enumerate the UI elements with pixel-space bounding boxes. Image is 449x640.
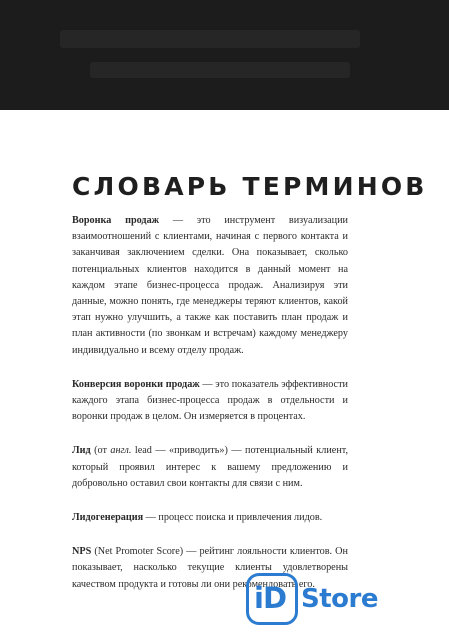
glossary-entry bbox=[72, 443, 348, 492]
page-title: СЛОВАРЬ ТЕРМИНОВ bbox=[72, 172, 428, 201]
entry-definition: — процесс поиска и привлечения лидов. bbox=[143, 512, 323, 524]
entry-term: Конверсия воронки продаж bbox=[72, 378, 200, 390]
entry-definition: (Net Promoter Score) — рейтинг лояльности клиентов. Он показывает, насколько текущие клиенты удовлетворены качеством продукта и готовы ли они рекомендовать его. bbox=[72, 546, 348, 590]
entry-term: Лид bbox=[72, 445, 91, 457]
glossary-entries bbox=[72, 213, 348, 611]
logo-id-text: iD bbox=[254, 581, 287, 615]
entry-term: NPS bbox=[72, 546, 92, 558]
glossary-entry bbox=[72, 213, 348, 359]
entry-abbreviation: англ. bbox=[110, 445, 132, 457]
entry-definition: — это инструмент визуализации взаимоотношений с клиентами, начиная с первого контакта и заканчивая заключением сделки. Она показывает, сколько потенциальных клиентов находится в данный момент на каждом этапе бизнес-процесса продаж. Анализируя эти данные, можно понять, где менеджеры теряют клиентов, какой этап нужно улучшить, а также как поставить план продаж и план активности (по звонкам и встречам) каждому менеджеру индивидуально и всему отделу продаж. bbox=[72, 215, 348, 356]
idstore-logo bbox=[246, 573, 376, 627]
glossary-entry bbox=[72, 377, 348, 426]
entry-definition: lead — «приводить») — потенциальный клиент, который проявил интерес к вашему предложению и добровольно оставил свои контакты для связи с ним. bbox=[72, 445, 349, 489]
glossary-entry bbox=[72, 510, 348, 526]
entry-prefix: (от bbox=[90, 445, 111, 457]
entry-term: Воронка продаж bbox=[72, 215, 160, 226]
entry-definition: — это показатель эффективности каждого этапа бизнес-процесса продаж в отдельности и воронки продаж в целом. Он измеряется в процентах. bbox=[72, 378, 348, 423]
logo-store-text: Store bbox=[301, 584, 378, 614]
entry-term: Лидогенерация bbox=[72, 512, 144, 524]
dark-header-band bbox=[0, 0, 449, 110]
